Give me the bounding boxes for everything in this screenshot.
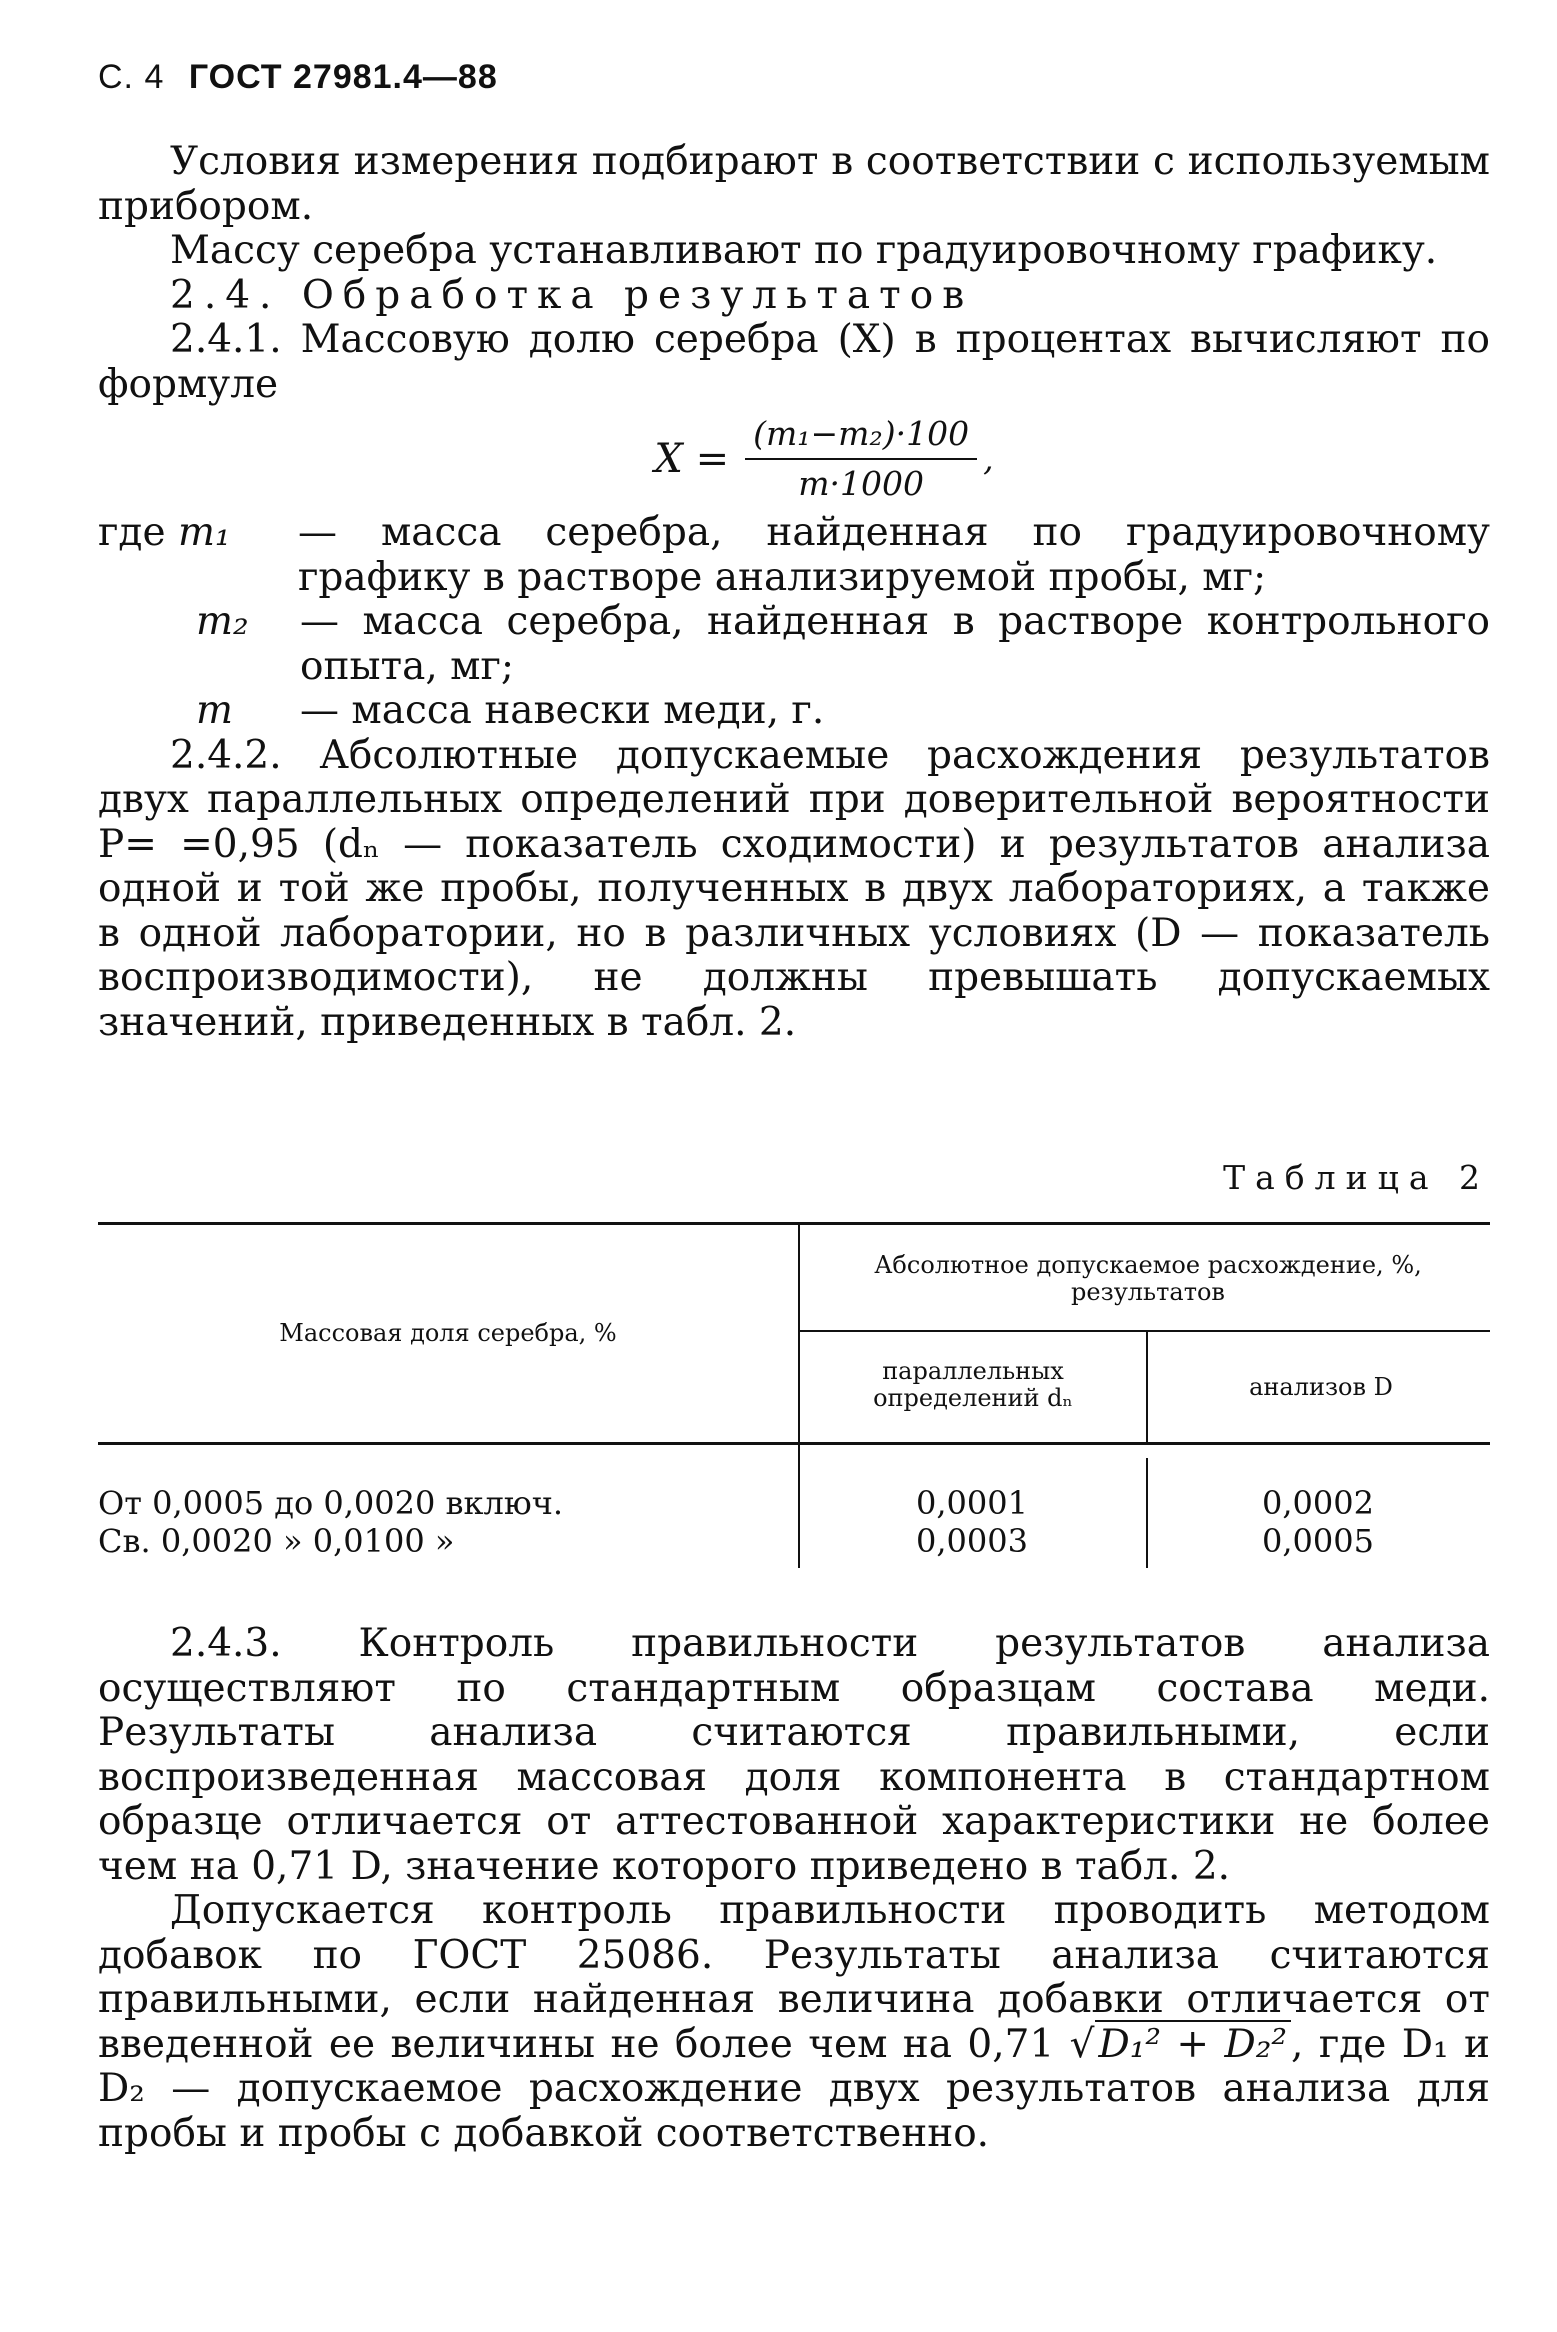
paragraph-2-4-3: 2.4.3. Контроль правильности результатов анализа осуществляют по стандартным образцам состава меди. Результаты анализа считаются правильными, если воспроизведенная массовая доля компонента в стандартном образце отличается от аттестованной характеристики не более чем на 0,71 D, значение которого приведено в табл. 2.: [98, 1621, 1490, 1889]
main-text-continued: [98, 1622, 1490, 2156]
table-rule-header: [98, 1442, 1490, 1445]
table-cell-dn: 0,0003: [916, 1522, 1028, 1560]
table-subheader-rule: [798, 1330, 1490, 1332]
legend-item: [98, 689, 1490, 734]
legend-text: — масса навески меди, г.: [300, 688, 825, 733]
paragraph-additions: Допускается контроль правильности проводить методом добавок по ГОСТ 25086. Результаты анализа считаются правильными, если найденная величина добавки отличается от введенной ее величины не более чем на 0,71 √ D₁² + D₂² , где D₁ и D₂ — допускаемое расхождение двух результатов анализа для пробы и пробы с добавкой соответственно.: [98, 1888, 1491, 2156]
column-header-analyses: анализов D: [1249, 1373, 1393, 1401]
legend-symbol: m₂: [196, 599, 249, 644]
sqrt-expression: √ D₁² + D₂²: [1070, 2020, 1291, 2067]
table-cell-d: 0,0005: [1262, 1522, 1374, 1560]
formula: [98, 407, 1490, 511]
legend-item: [98, 600, 1490, 689]
table-row: Св. 0,0020 » 0,0100 »: [98, 1522, 455, 1560]
formula-tail: ,: [983, 438, 994, 478]
main-text: [98, 140, 1490, 1045]
legend-symbol: m: [196, 688, 233, 733]
page-number: С. 4: [98, 58, 165, 96]
column-group-header: Абсолютное допускаемое расхождение, %, результатов: [874, 1251, 1422, 1306]
formula-fraction: [745, 412, 977, 507]
table-caption: Таблица 2: [1223, 1158, 1490, 1197]
formula-denominator: m·1000: [798, 464, 924, 503]
column-header-mass: Массовая доля серебра, %: [279, 1319, 617, 1347]
formula-numerator: (m₁−m₂)·100: [745, 412, 977, 461]
column-header-parallel: параллельных определений dₙ: [873, 1357, 1073, 1412]
section-title: 2.4. Обработка результатов: [170, 272, 974, 318]
legend-item: [98, 511, 1490, 600]
standard-number: ГОСТ 27981.4—88: [188, 58, 498, 96]
paragraph-2-4-2: 2.4.2. Абсолютные допускаемые расхождения результатов двух параллельных определений при доверительной вероятности P= =0,95 (dₙ — показатель сходимости) и результатов анализа одной и той же пробы, полученных в двух лабораториях, а также в одной лаборатории, но в различных условиях (D — показатель воспроизводимости), не должны превышать допускаемых значений, приведенных в табл. 2.: [98, 732, 1490, 1045]
table-divider: [1146, 1332, 1148, 1444]
table-row: От 0,0005 до 0,0020 включ.: [98, 1484, 564, 1522]
legend-symbol: где m₁: [98, 510, 231, 555]
paragraph-2-4-1: 2.4.1. Массовую долю серебра (X) в процентах вычисляют по формуле: [98, 317, 1490, 407]
table-cell-d: 0,0002: [1262, 1484, 1374, 1522]
legend-text: — масса серебра, найденная по градуировочному графику в растворе анализируемой пробы, мг;: [298, 510, 1490, 600]
table-cell-dn: 0,0001: [916, 1484, 1028, 1522]
formula-lhs: X =: [654, 435, 730, 482]
paragraph-conditions: Условия измерения подбирают в соответствии с используемым прибором.: [98, 139, 1490, 229]
page-header: [98, 58, 498, 97]
table-rule-top: [98, 1222, 1490, 1225]
legend-text: — масса серебра, найденная в растворе контрольного опыта, мг;: [300, 599, 1490, 689]
paragraph-mass: Массу серебра устанавливают по градуировочному графику.: [170, 228, 1438, 273]
